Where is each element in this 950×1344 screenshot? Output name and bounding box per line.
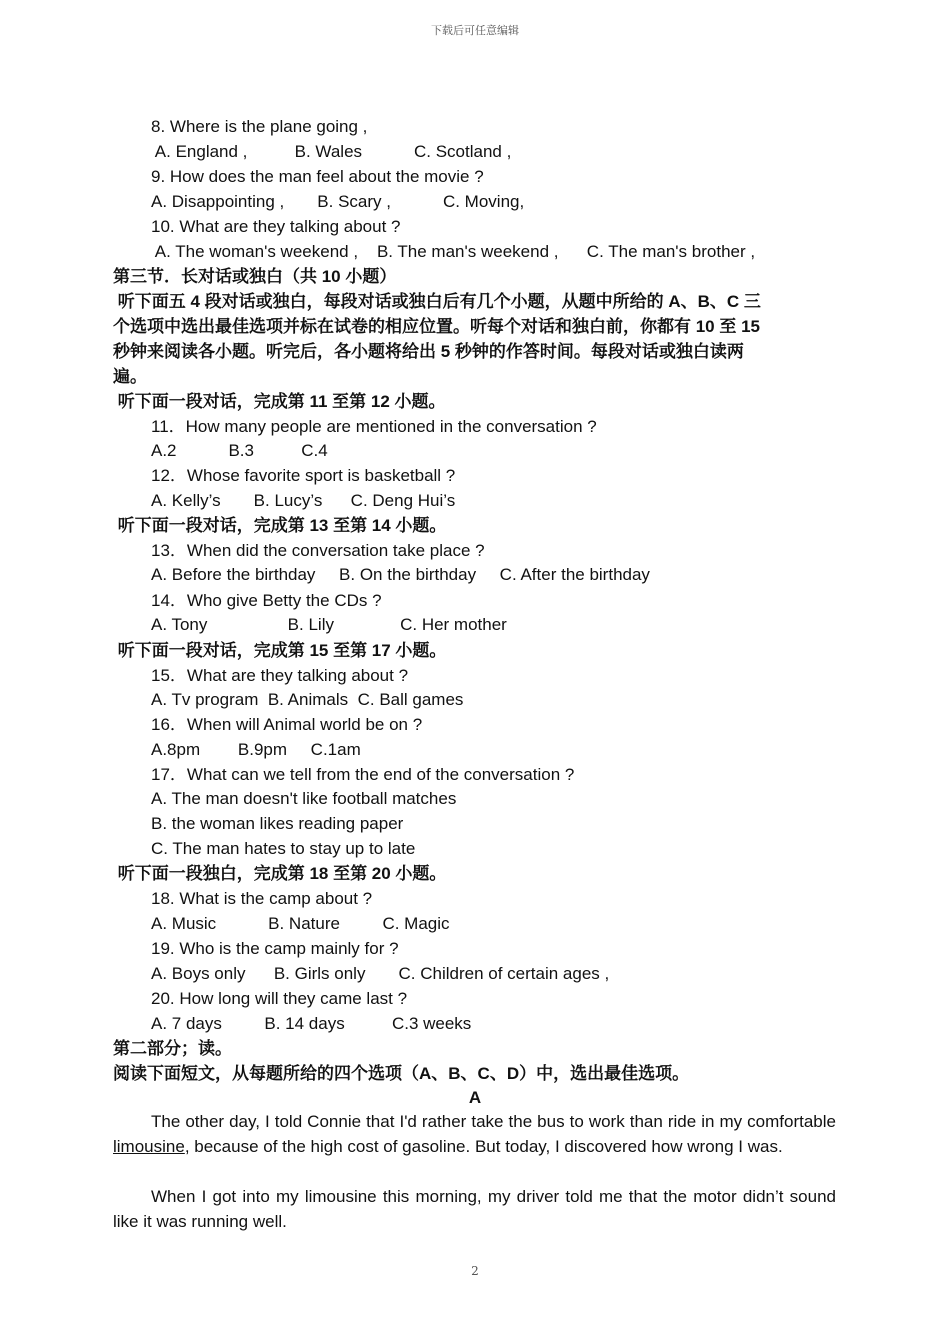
question-14: 14．Who give Betty the CDs ?: [151, 591, 382, 610]
page-number: 2: [471, 1264, 479, 1278]
question-20: 20. How long will they came last ?: [151, 989, 408, 1008]
question-17: 17．What can we tell from the end of the conversation ?: [151, 765, 575, 784]
question-20-options: A. 7 days B. 14 days C.3 weeks: [151, 1014, 472, 1033]
part-2-instruction: 阅读下面短文，从每题所给的四个选项（A、B、C、D）中，选出最佳选项。: [113, 1064, 690, 1083]
question-17-option-a: A. The man doesn't like football matches: [151, 789, 457, 808]
instruction-line-2: 个选项中选出最佳选项并标在试卷的相应位置。听每个对话和独白前，你都有 10 至 15: [113, 317, 760, 336]
passage-paragraph-2: When I got into my limousine this morning, my driver told me that the motor didn’t sound like it was running well.: [113, 1187, 836, 1231]
question-17-option-c: C. The man hates to stay up to late: [151, 839, 416, 858]
question-9: 9. How does the man feel about the movie ?: [151, 167, 484, 186]
section-a-label: A: [468, 1088, 482, 1107]
passage-paragraph-1: [113, 1110, 836, 1160]
question-15: 15．What are they talking about ?: [151, 666, 409, 685]
question-9-options: A. Disappointing , B. Scary , C. Moving,: [151, 192, 525, 211]
passage-text: The other day, I told Connie that I'd rather take the bus to work than ride in my comfortable: [151, 1112, 836, 1131]
question-14-options: A. Tony B. Lily C. Her mother: [151, 615, 507, 634]
page-header: 下载后可任意编辑: [431, 24, 519, 37]
question-17-option-b: B. the woman likes reading paper: [151, 814, 404, 833]
question-12-options: A. Kelly’s B. Lucy’s C. Deng Hui’s: [151, 491, 456, 510]
instruction-line-3: 秒钟来阅读各小题。听完后，各小题将给出 5 秒钟的作答时间。每段对话或独白读两: [113, 342, 744, 361]
dialogue-3-heading: 听下面一段对话，完成第 15 至第 17 小题。: [113, 641, 447, 660]
question-8: 8. Where is the plane going ,: [151, 117, 368, 136]
dialogue-2-heading: 听下面一段对话，完成第 13 至第 14 小题。: [113, 516, 447, 535]
question-8-options: A. England , B. Wales C. Scotland ,: [151, 142, 512, 161]
question-16-options: A.8pm B.9pm C.1am: [151, 740, 361, 759]
passage-text: , because of the high cost of gasoline. But today, I discovered how wrong I was.: [184, 1136, 783, 1156]
question-13: 13．When did the conversation take place ?: [151, 541, 485, 560]
instruction-line-1: 听下面五 4 段对话或独白，每段对话或独白后有几个小题，从题中所给的 A、B、C 三: [113, 292, 761, 311]
section-3-heading: 第三节．长对话或独白（共 10 小题）: [113, 267, 397, 286]
question-16: 16．When will Animal world be on ?: [151, 715, 423, 734]
instruction-line-4: 遍。: [113, 367, 147, 386]
question-10: 10. What are they talking about ?: [151, 217, 401, 236]
question-10-options: A. The woman's weekend , B. The man's weekend , C. The man's brother ,: [151, 242, 756, 261]
question-11: 11．How many people are mentioned in the conversation ?: [151, 417, 597, 436]
question-15-options: A. Tv program B. Animals C. Ball games: [151, 690, 464, 709]
dialogue-1-heading: 听下面一段对话，完成第 11 至第 12 小题。: [113, 392, 446, 411]
question-13-options: A. Before the birthday B. On the birthday C. After the birthday: [151, 565, 650, 584]
question-19: 19. Who is the camp mainly for ?: [151, 939, 399, 958]
question-19-options: A. Boys only B. Girls only C. Children of certain ages ,: [151, 964, 610, 983]
question-18: 18. What is the camp about ?: [151, 889, 373, 908]
question-18-options: A. Music B. Nature C. Magic: [151, 914, 450, 933]
underlined-word: limousine: [113, 1136, 185, 1156]
question-11-options: A.2 B.3 C.4: [151, 441, 328, 460]
question-12: 12．Whose favorite sport is basketball ?: [151, 466, 456, 485]
part-2-heading: 第二部分；读。: [113, 1039, 232, 1058]
monologue-heading: 听下面一段独白，完成第 18 至第 20 小题。: [113, 864, 447, 883]
